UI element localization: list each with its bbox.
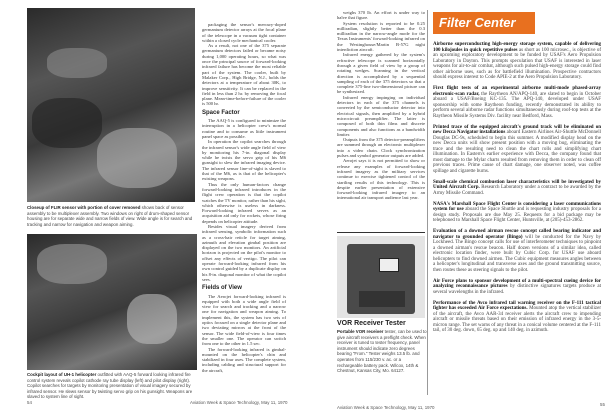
left-article-column: packaging the sensor's mercury-doped germanium detector arrays at the focal plane of the telescope in a vacuum tight container within a closed cycle mechanical cooler. As a result, not one of the 375 separate germanium detectors failed or became noisy during 1,000 operating hours, so what was once the principal source of forward-looking infrared failure has become the most reliable part of the system. The cooler, built by Malaker Corp., High Bridge, N.J., holds the detectors at a temperature of about 30K, to improve sensitivity. It can be replaced in the field in less than 2 hr. by removing the focal plane. Mean-time-before-failure of the cooler is 500 hr. Space Factor The AAQ-5 is configured to minimize the interruption in a helicopter crew's normal routine and to consume as little instrument panel space as possible. In operation the copilot searches through the infrared sensor's wide angle field of view by monitoring his 7-in. diagonal display while he twists the servo grip of his M6 gunsight to slew the infrared imaging device. The infrared sensor line-of-sight is slaved to that of the M6, as is that of the helicopter's existing weapons. Thus the only human-factors change forward-looking infrared introduces in the flight crew operation is that the copilot watches the TV monitor, rather than his sight, which otherwise is useless in darkness. Forward-looking infrared serves as an acquisition aid only for rockets, whose firing depends on helicopter attitude. Besides visual imagery derived from infrared sensing, symbolic information such as a cross-hair reticle for target aiming, azimuth and elevation gimbal position are displayed on the two monitors. An artificial horizon is projected on the pilot's monitor to offset any effects of vertigo. The pilot can operate forward-looking infrared from his own control guided by a duplicate display on his 8-in. diagonal monitor of what the copilot sees. Fields of View The Aerojet forward-looking infrared is equipped with both a wide angle field of view for search and tracking and a narrow one for navigation and weapon aiming. To implement this, the system has two sets of optics focused on a single detector plane and two deviating mirrors at the front of the sensor. The wide field-of-view is four times the smaller one. The operator can switch from one to the other in 1.5 sec. The forward-looking infrared is gimbal-mounted on the helicopter's chin and stabilized in four axes. The complete system, including cabling and structural support for the aircraft, (202, 22, 286, 373)
news-item: Printed trace of the equipped aircraft's ground track will be eliminated on new Decca Navigator installations aboard Eastern Airlines Air-Shuttle McDonnell Douglas DC-9s, scheduled to begin this summer. A modified display head on the new Decca units will show present position with a moving bug, eliminating the trace and the resulting need to clean the chart rolls and simplifying chart illumination. In Eastern's earlier experience with Decca, the company found that most damage to the Mylar charts resulted from removing them in order to clean off previous traces. Prime cause of chart damage, one observer noted, was coffee spillage and cigarette burns. (433, 124, 601, 174)
news-item: First flight tests of an experimental airborne multi-mode phased-array electronic-scan radar, the Raytheon AN/APQ-140, are slated to begin in October aboard a USAF/Boeing KC-135. The APQ-140, developed under USAF sponsorship with some Raytheon funding, recently demonstrated its ability to perform several airborne radar functions simultaneously during roof-top tests at the Raytheon Missile Systems Div. facility near Bedford, Mass. (433, 86, 602, 119)
news-item: Air Force plans to sponsor development of a multi-spectral cueing device for analyzing reconnaissance pictures by distinctive signatures targets produce at several wavelengths in the infrared. (433, 278, 601, 295)
heading-space-factor: Space Factor (202, 109, 240, 116)
right-page-number: 55 (600, 402, 605, 407)
heading-fields-of-view: Fields of View (202, 285, 242, 292)
news-item: Small-scale chemical combustion laser characteristics will be investigated by United Aircraft Corp. Research Laboratory under a contract to be awarded by the Army Missile Command. (433, 179, 601, 196)
flir-sensor-photo (27, 8, 195, 202)
photo1-caption: Closeup of FLIR sensor with portion of cover removed shows back of sensor assembly to be multiplexer assembly. Two windows on right of drum-shaped sensor housing are for separate wide and narrow fields of view. Wide angle is for search and tracking and narrow for navigation and weapon aiming. (27, 205, 193, 227)
news-item: Performance of the Avco infrared tail warning receiver on the F-111 tactical fighter has exceeded Air Force expectations. Mounted atop the vertical stabilizer of the aircraft, the Avco AAR-34 receiver alerts the aircraft crew to impending aircraft or missile threats based on their emission of infrared energy in the 3-5-micron range. The set warns of any threat in a conical volume centered at the F-111 tail, of 30 deg. down, 65 deg. up and 140 deg. in azimuth. (433, 300, 601, 333)
column-rule (427, 10, 428, 395)
news-item: Airborne superconducting high-energy storage system, capable of delivering 100 kilojoules in quick repetitive pulses as short as 100 microsec., is objective of an upcoming exploratory development to be funded by USAF's Aero Propulsion Laboratory in Dayton. This prompts speculation that USAF is interested in laser weapons for air-to-air combat, although such pulsed high-energy storage could find other airborne uses, such as for battlefield illumination. Prospective contractors should express interest to Code APIE-2 at the Aero Propulsion Laboratory. (433, 42, 601, 80)
news-item: Evaluation of a downed airman rescue concept called bearing indicator and navigator to grounded operator (Bingo) will be conducted for the Navy by Lockheed. The Bingo concept calls for use of interferometer techniques to pinpoint a downed airman's rescue beacon. Half dozen versions of a similar idea, called electronic location finder, were built by Cubic Corp. for USAF use aboard helicopters to find downed airmen. The Cubic equipment measures angles between a helicopter's longitudinal and transverse axes and the ground transmitting source, then routes these as steering signals to the pilot. (433, 229, 601, 273)
vor-title: VOR Receiver Tester (337, 320, 406, 327)
photo2-caption: Cockpit layout of UH-1 helicopter outfitted with AAQ-5 forward looking infrared fire control system reveals copilot cathode ray tube display (left) and pilot display (right). Copilot searches for targets by monitoring presentation of visual imagery secured by infrared sensor. He slews sensor by twisting servo grip on his gunsight. Weapons are slaved to system line of sight. (27, 372, 193, 400)
divider (337, 232, 425, 233)
vor-receiver-tester: VOR Receiver Tester Portable VOR receiver tester, can be used to give aircraft receivers a preflight check. When receiver is tuned to tester frequency, panel instrument should indicate zero degrees bearing "From." Tester weighs 13.5 lb. and operates from 115/230 v. ac. or a rechargeable battery pack. Wilcox, 14th & Chestnut, Kansas City, Mo. 64127. (337, 320, 427, 374)
right-article-column: weighs 370 lb. An effort is under way to halve that figure. System resolution is reported to be 0.25 milliradian, slightly better than the 0.3 milliradian in the narrow-angle mode for the Texas Instruments' forward-looking infrared on the Westinghouse/Martin B-57G night interdiction aircraft. Infrared energy gathered by the system's refractive telescope is scanned horizontally through a given field of view by a group of rotating wedges. Scanning in the vertical direction is accomplished by a sequential sampling of each of the 375 detectors so that a complete 375-line two-dimensional picture can be synthesized. Infrared energy impinging on individual detectors in each of the 375 channels is converted by the semiconductor detector into electrical signals, then amplified by a hybrid microcircuit preamplifier. The latter is composed of both thin films and discrete components and also functions as a bandwidth limiter. Outputs from the 375 detector-preamplifiers are summed through an electronic multiplexer into a video chain. Clock synchronization pulses and symbol generator outputs are added. Aerojet says it is not permitted to show or release any examples of forward-looking infrared imagery as the military services continue to exercise tightened control of the startling results of this technology. This is despite earlier presentation of extensive forward-looking infrared imagery to an international air transport audience last year. (337, 10, 425, 201)
left-footer: Aviation Week & Space Technology, May 11, 1970 (190, 400, 288, 405)
cockpit-photo (27, 234, 197, 370)
meter-dial (379, 258, 399, 272)
right-footer: Aviation Week & Space Technology, May 11, 1970 (337, 405, 435, 410)
vor-tester-photo (337, 236, 425, 318)
news-item: NASA's Marshall Space Flight Center is considering a laser communications system for use aboard the Space Shuttle and is requesting industry proposals for a design study. Proposals are due May 25. Requests for a bid package may be telephoned to Marshall Space Flight Center, Huntsville, at (205)-453-2862. (433, 201, 601, 223)
filter-center-items (433, 42, 601, 387)
filter-center-banner: Filter Center (433, 12, 535, 34)
left-page-number: 54 (27, 400, 32, 405)
